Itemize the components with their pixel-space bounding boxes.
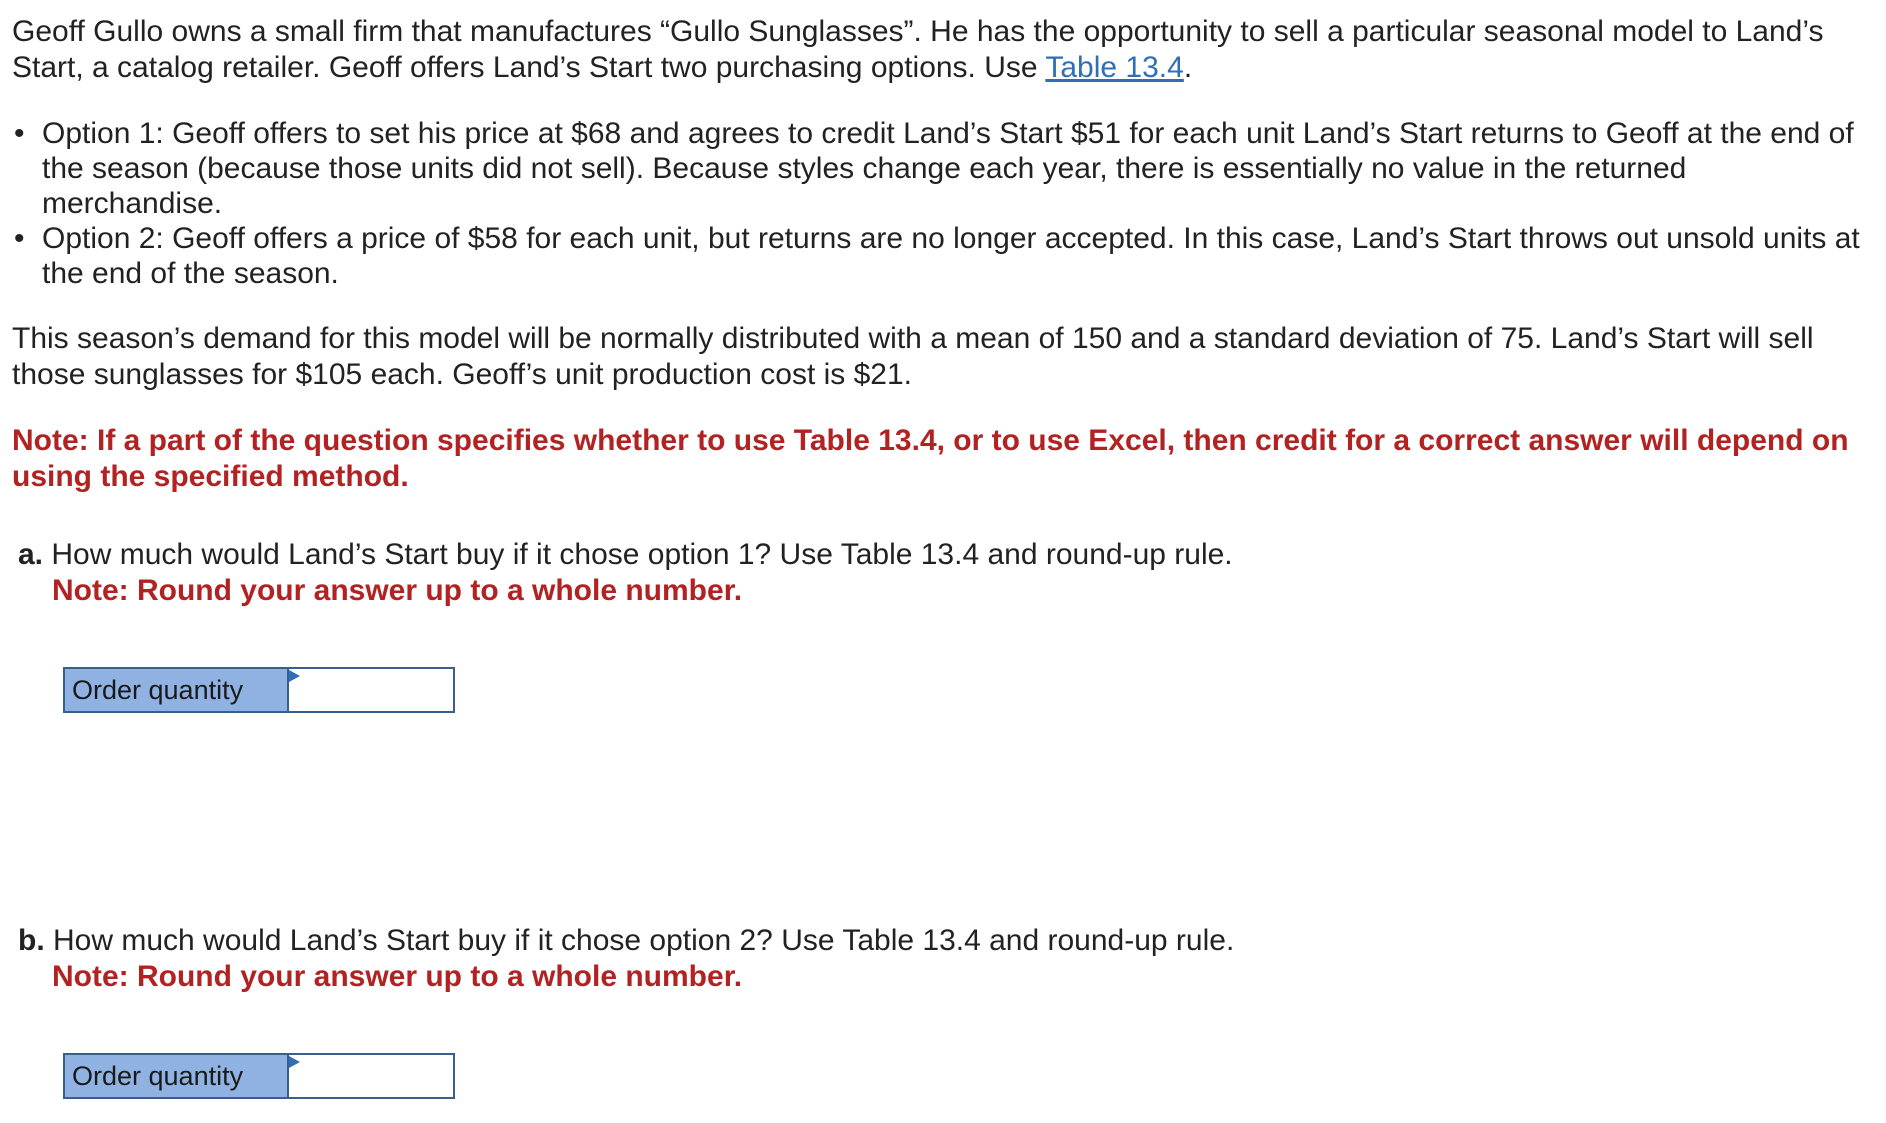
table-13-4-link[interactable]: Table 13.4 bbox=[1045, 51, 1184, 84]
demand-paragraph: This season’s demand for this model will be normally distributed with a mean of 150 and a standard deviation of 75. Land’s Start will sell those sunglasses for $105 each. Geoff’s unit production cost is $21. bbox=[12, 322, 1814, 391]
flag-marker-icon bbox=[289, 1056, 300, 1068]
option-1-text: Option 1: Geoff offers to set his price at $68 and agrees to credit Land’s Start $51 for each unit Land’s Start returns to Geoff at the end of the season (because those units did not sell). Because styles change each year, there is essentially no value in the returned merchandise. bbox=[42, 117, 1854, 220]
question-a-answer-row bbox=[63, 667, 455, 713]
question-a bbox=[18, 537, 1874, 713]
intro-period: . bbox=[1183, 51, 1193, 84]
question-a-prompt bbox=[18, 537, 1874, 573]
question-a-text: How much would Land’s Start buy if it chose option 1? Use Table 13.4 and round-up rule. bbox=[43, 538, 1233, 571]
question-b-order-quantity-input[interactable] bbox=[289, 1055, 453, 1097]
bullet-icon: • bbox=[14, 222, 25, 255]
options-list bbox=[12, 116, 1874, 291]
question-a-note: Note: Round your answer up to a whole number. bbox=[52, 574, 743, 607]
bullet-icon: • bbox=[14, 117, 25, 150]
question-b-answer-cell bbox=[289, 1055, 453, 1097]
question-a-order-quantity-input[interactable] bbox=[289, 669, 453, 711]
option-2-text: Option 2: Geoff offers a price of $58 for each unit, but returns are no longer accepted. In this case, Land’s Start throws out unsold units at the end of the season. bbox=[42, 222, 1860, 290]
question-b-text: How much would Land’s Start buy if it chose option 2? Use Table 13.4 and round-up rule. bbox=[44, 924, 1235, 957]
question-b-answer-row bbox=[63, 1053, 455, 1099]
question-b-answer-label: Order quantity bbox=[65, 1055, 289, 1097]
intro-paragraph bbox=[12, 14, 1874, 86]
method-note: Note: If a part of the question specifies whether to use Table 13.4, or to use Excel, then credit for a correct answer will depend on using the specified method. bbox=[12, 424, 1849, 493]
question-b-prompt bbox=[18, 923, 1874, 959]
option-1-item bbox=[12, 116, 1874, 221]
intro-text: Geoff Gullo owns a small firm that manufactures “Gullo Sunglasses”. He has the opportunity to sell a particular seasonal model to Land’s Start, a catalog retailer. Geoff offers Land’s Start two purchasing options. Use bbox=[12, 15, 1824, 84]
question-b bbox=[18, 923, 1874, 1099]
option-2-item bbox=[12, 221, 1874, 291]
question-a-answer-label: Order quantity bbox=[65, 669, 289, 711]
question-page bbox=[12, 14, 1874, 1099]
question-a-letter: a. bbox=[18, 538, 44, 571]
flag-marker-icon bbox=[289, 670, 300, 682]
question-b-note: Note: Round your answer up to a whole number. bbox=[52, 960, 743, 993]
question-b-letter: b. bbox=[18, 924, 45, 957]
question-a-answer-cell bbox=[289, 669, 453, 711]
